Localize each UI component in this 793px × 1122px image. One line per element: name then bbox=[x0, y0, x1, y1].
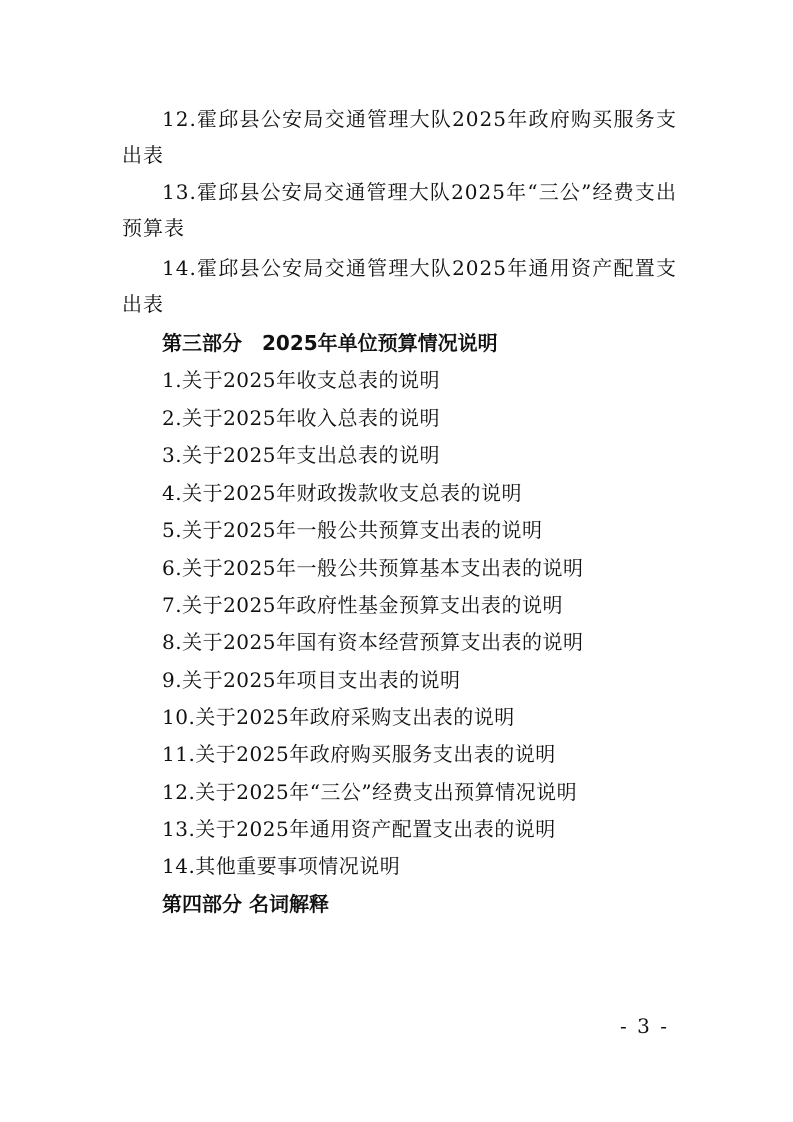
toc-item-3-5: 5.关于2025年一般公共预算支出表的说明 bbox=[162, 518, 543, 542]
toc-item-3-14: 14.其他重要事项情况说明 bbox=[162, 854, 401, 878]
page-number: - 3 - bbox=[620, 1014, 669, 1038]
toc-item-3-8: 8.关于2025年国有资本经营预算支出表的说明 bbox=[162, 630, 584, 654]
toc-item-3-11: 11.关于2025年政府购买服务支出表的说明 bbox=[162, 742, 556, 766]
toc-item-3-10: 10.关于2025年政府采购支出表的说明 bbox=[162, 705, 515, 729]
part3-heading: 第三部分 2025年单位预算情况说明 bbox=[162, 331, 498, 355]
toc-item-3-3: 3.关于2025年支出总表的说明 bbox=[162, 443, 440, 467]
toc-item-3-4: 4.关于2025年财政拨款收支总表的说明 bbox=[162, 481, 522, 505]
toc-item-3-7: 7.关于2025年政府性基金预算支出表的说明 bbox=[162, 593, 563, 617]
toc-item-2-14: 14.霍邱县公安局交通管理大队2025年通用资产配置支出表 bbox=[122, 256, 677, 316]
toc-item-2-13: 13.霍邱县公安局交通管理大队2025年“三公”经费支出预算表 bbox=[122, 180, 677, 240]
toc-item-3-1: 1.关于2025年收支总表的说明 bbox=[162, 368, 440, 392]
part4-heading: 第四部分 名词解释 bbox=[162, 892, 329, 916]
toc-item-3-9: 9.关于2025年项目支出表的说明 bbox=[162, 668, 461, 692]
toc-item-2-12: 12.霍邱县公安局交通管理大队2025年政府购买服务支出表 bbox=[122, 107, 677, 167]
toc-item-3-12: 12.关于2025年“三公”经费支出预算情况说明 bbox=[162, 780, 578, 804]
toc-item-3-6: 6.关于2025年一般公共预算基本支出表的说明 bbox=[162, 556, 584, 580]
toc-item-3-2: 2.关于2025年收入总表的说明 bbox=[162, 406, 440, 430]
toc-item-3-13: 13.关于2025年通用资产配置支出表的说明 bbox=[162, 817, 556, 841]
